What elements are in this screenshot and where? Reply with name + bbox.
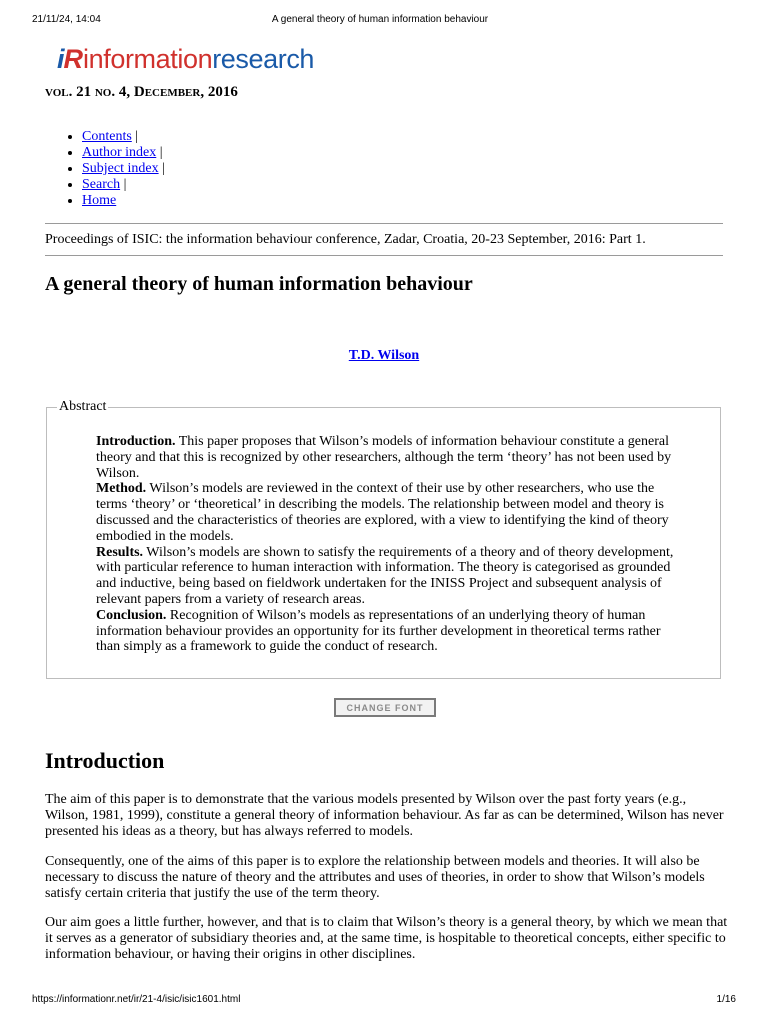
print-datetime: 21/11/24, 14:04 — [32, 14, 101, 25]
nav-item-author-index: • Author index | — [82, 145, 165, 161]
intro-paragraph-2: Consequently, one of the aims of this paper is to explore the relationship between models and theories. It will also be necessary to discuss the nature of theory and the attributes and uses of theories, in order to show that Wilson’s models satisfy certain criteria that justify the use of the term theory. — [45, 854, 705, 901]
print-doc-title: A general theory of human information behaviour — [271, 14, 489, 25]
abstract-legend: Abstract — [59, 399, 107, 414]
nav-list — [62, 129, 165, 209]
journal-logo[interactable] — [57, 44, 314, 75]
logo-wordmark: informationresearch — [83, 44, 315, 74]
nav-link-contents[interactable]: Contents — [82, 129, 132, 144]
proceedings-line: Proceedings of ISIC: the information behaviour conference, Zadar, Croatia, 20-23 September, 2016: Part 1. — [45, 232, 646, 247]
nav-link-author-index[interactable]: Author index — [82, 145, 157, 160]
nav-item-subject-index: • Subject index | — [82, 161, 165, 177]
section-heading-introduction: Introduction — [45, 748, 165, 773]
intro-paragraph-1: The aim of this paper is to demonstrate that the various models presented by Wilson over the past forty years (e.g., Wilson, 1981, 1999), constitute a general theory of information behaviour. As far as can be determined, Wilson has never presented his ideas as a theory, but has always referred to models. — [45, 792, 724, 839]
abstract-introduction: Introduction. This paper proposes that Wilson’s models of information behaviour constitute a general theory and that this is recognized by other researchers, although the term ‘theory’ has not been used by Wilson. — [96, 434, 672, 481]
volume-line: vol. 21 no. 4, December, 2016 — [45, 84, 238, 100]
page-title: A general theory of human information behaviour — [45, 273, 473, 295]
nav-link-search[interactable]: Search — [82, 177, 121, 192]
author-link[interactable]: T.D. Wilson — [348, 348, 420, 363]
nav-link-subject-index[interactable]: Subject index — [82, 161, 159, 176]
print-url: https://informationr.net/ir/21-4/isic/isic1601.html — [32, 994, 241, 1005]
abstract-method: Method. Wilson’s models are reviewed in the context of their use by other researchers, who use the terms ‘theory’ or ‘theoretical’ in describing the models. The relationship between model and theory is discussed and the characteristics of theories are explored, with a view to identifying the kind of theory embodied in the models. — [96, 481, 669, 544]
nav-item-search: • Search | — [82, 177, 165, 193]
change-font-button[interactable]: CHANGE FONT — [334, 698, 436, 717]
intro-paragraph-3: Our aim goes a little further, however, and that is to claim that Wilson’s theory is a general theory, by which we mean that it serves as a generator of subsidiary theories and, at the same time, is hospitable to theoretical concepts, either specific to information behaviour, or having their origins in other disciplines. — [45, 915, 728, 962]
nav-item-contents: • Contents | — [82, 129, 165, 145]
author-line — [0, 348, 768, 364]
ir-logo-icon: iR — [57, 44, 83, 74]
nav-item-home — [82, 193, 165, 209]
nav-link-home[interactable]: Home — [82, 193, 117, 208]
page-number: 1/16 — [716, 994, 736, 1005]
divider-bottom — [45, 255, 723, 256]
abstract-conclusion: Conclusion. Recognition of Wilson’s models as representations of an underlying theory of human information behaviour provides an opportunity for its further development in theoretical terms rather than simply as a framework to guide the conduct of research. — [96, 607, 661, 655]
divider-top — [45, 223, 723, 224]
abstract-results: Results. Wilson’s models are shown to satisfy the requirements of a theory and of theory development, with particular reference to human interaction with information. The theory is categorised as grounded and inductive, being based on fieldwork undertaken for the INISS Project and subsequent analysis of relevant papers from a variety of research areas. — [96, 544, 674, 607]
abstract-body — [96, 434, 676, 655]
